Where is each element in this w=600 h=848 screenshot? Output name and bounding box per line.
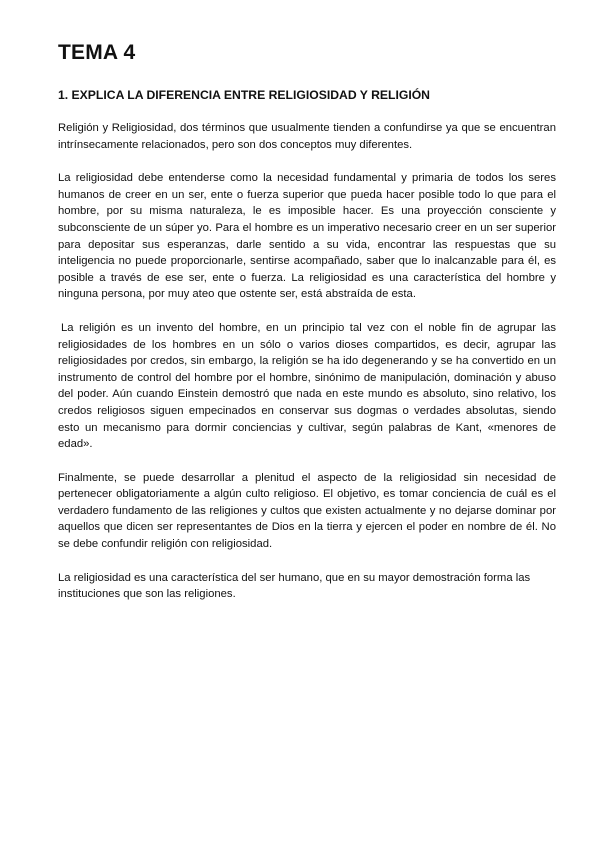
paragraph-religion: La religión es un invento del hombre, en un principio tal vez con el noble fin de agrupar las religiosidades de los hombres en un sólo o varios dioses compartidos, es decir, agrupar las religiosidades por credos, sin embargo, la religión se ha ido degenerando y se ha convertido en un instrumento de control del hombre por el hombre, sinónimo de manipulación, dominación y abuso del poder. Aún cuando Einstein demostró que nada en este mundo es absoluto, sino relativo, los credos religiosos siguen empecinados en conservar sus dogmas o verdades absolutas, siendo esto un mecanismo para dormir conciencias y cultivar, según palabras de Kant, «menores de edad».: [58, 321, 556, 451]
paragraph-intro: Religión y Religiosidad, dos términos que usualmente tienden a confundirse ya que se encuentran intrínsecamente relacionados, pero son dos conceptos muy diferentes.: [58, 122, 556, 151]
paragraph-finalmente: Finalmente, se puede desarrollar a plenitud el aspecto de la religiosidad sin necesidad de pertenecer obligatoriamente a algún culto religioso. El objetivo, es tomar conciencia de cuál es el verdadero fundamento de las religiones y cultos que existen actualmente y no dejarse dominar por aquellos que dicen ser representantes de Dios en la tierra y ejercen el poder en nombre de él. No se debe confundir religión con religiosidad.: [58, 471, 556, 551]
paragraph-religiosidad: La religiosidad debe entenderse como la necesidad fundamental y primaria de todos los seres humanos de creer en un ser, ente o fuerza superior que pueda hacer posible todo lo que para el hombre, por su misma naturaleza, le es imposible hacer. Es una proyección consciente y subconsciente de un súper yo. Para el hombre es un imperativo necesario creer en un ser superior para depositar sus esperanzas, darle sentido a su vida, encontrar las respuestas que su inteligencia no puede proporcionarle, sentirse acompañado, saber que lo inalcanzable para él, es posible a través de ese ser, ente o fuerza. La religiosidad es una característica del hombre y ninguna persona, por muy ateo que ostente ser, está abstraída de esta.: [58, 172, 556, 301]
question-heading: 1. EXPLICA LA DIFERENCIA ENTRE RELIGIOSIDAD Y RELIGIÓN: [58, 88, 430, 102]
document-page: [58, 40, 556, 603]
document-title: TEMA 4: [58, 41, 136, 64]
paragraph-conclusion: La religiosidad es una característica del ser humano, que en su mayor demostración forma las instituciones que son las religiones.: [58, 571, 531, 601]
